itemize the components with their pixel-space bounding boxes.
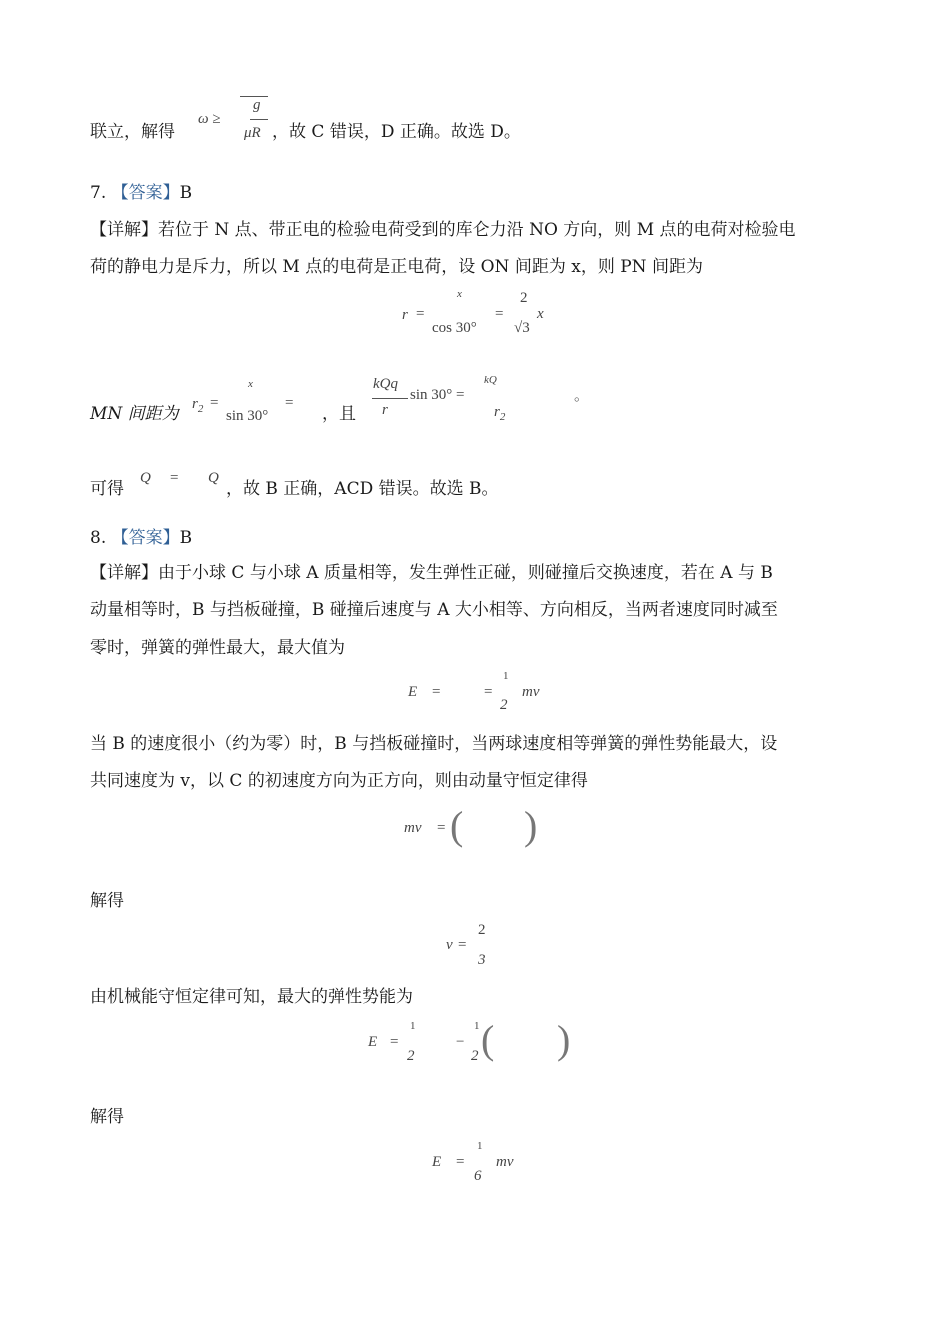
- q6-sqrt-den: μR: [244, 125, 261, 141]
- q7-eq3-num2: kQ: [484, 374, 497, 386]
- q7-eq2-lhs: [192, 396, 203, 415]
- q6-frac-bar: [250, 119, 268, 120]
- q8-ep2-num2: 1: [474, 1020, 480, 1032]
- q8-p2-line2: 共同速度为 v，以 C 的初速度方向为正方向，则由动量守恒定律得: [90, 771, 588, 791]
- q7-conclusion-suffix: ，故 B 正确，ACD 错误。故选 B。: [226, 479, 499, 499]
- q8-ep1-rhs: mv: [522, 684, 540, 700]
- q8-v-lhs: v: [446, 937, 453, 953]
- q8-ep1-eq: =: [432, 684, 441, 700]
- q7-eq3-end: 。: [574, 388, 590, 404]
- q8-p1-line1: 由于小球 C 与小球 A 质量相等，发生弹性正碰，则碰撞后交换速度，若在 A 与 B: [158, 563, 773, 583]
- q8-ep3-rhs: mv: [496, 1154, 514, 1170]
- q7-mn-label: MN 间距为: [90, 404, 179, 424]
- q8-solve2: 解得: [90, 1107, 124, 1127]
- q7-eq1-frac1-den: cos 30°: [432, 320, 477, 336]
- q8-ep3-den: 6: [474, 1168, 482, 1184]
- q6-sqrt-bar: [240, 96, 268, 97]
- q7-answer-tag: 【答案】: [111, 183, 180, 203]
- q8-ep3-eq: =: [456, 1154, 465, 1170]
- q7-eq3-den2: [494, 404, 505, 423]
- q8-ep3-num: 1: [477, 1140, 483, 1152]
- q7-header: [90, 183, 192, 203]
- q8-ep1-lhs: E: [408, 684, 418, 700]
- q8-ep2-num1: 1: [410, 1020, 416, 1032]
- q7-eq3-mid: sin 30° =: [410, 387, 465, 403]
- q7-eq2-r: r: [192, 396, 198, 412]
- q6-omega-lhs: ω ≥: [198, 111, 221, 127]
- q8-answer-tag: 【答案】: [111, 528, 180, 548]
- q7-eq3-den: r: [382, 402, 388, 418]
- q8-ep2-lparen: (: [481, 1017, 495, 1062]
- q7-eq3-bar: [372, 398, 408, 399]
- q7-answer: B: [179, 183, 193, 203]
- q8-ep2-den1: 2: [407, 1048, 415, 1064]
- q8-p2-line1: 当 B 的速度很小（约为零）时，B 与挡板碰撞时，当两球速度相等弹簧的弹性势能最大，设: [90, 734, 778, 754]
- q8-ep1-num: 1: [503, 670, 509, 682]
- q7-eq2-sub: 2: [197, 403, 204, 415]
- q8-mom-rparen: ): [524, 803, 538, 848]
- q7-p1-line1: 若位于 N 点、带正电的检验电荷受到的库仑力沿 NO 方向，则 M 点的电荷对检验电: [158, 220, 796, 240]
- q7-detail-line1: [90, 220, 796, 240]
- q8-mom-eq: =: [437, 820, 446, 836]
- q8-ep2-lhs: E: [368, 1034, 378, 1050]
- q8-v-eq: =: [458, 937, 467, 953]
- q8-detail-line3: 零时，弹簧的弹性最大，最大值为: [90, 638, 345, 658]
- q7-detail-line2: 荷的静电力是斥力，所以 M 点的电荷是正电荷，设 ON 间距为 x，则 PN 间距为: [90, 257, 703, 277]
- q8-ep3-lhs: E: [432, 1154, 442, 1170]
- q7-number: 7.: [90, 183, 107, 203]
- q7-eq2-den: sin 30°: [226, 408, 269, 424]
- q7-eq2-eq: =: [210, 395, 219, 411]
- q7-eq3-num: kQq: [373, 376, 398, 392]
- q8-ep2-eq: =: [390, 1034, 399, 1050]
- q8-number: 8.: [90, 528, 107, 548]
- q6-conclusion: [90, 122, 175, 142]
- q7-eq4-eq: =: [170, 470, 179, 486]
- q7-eq1-frac2-den: √3: [514, 320, 530, 336]
- q7-eq1-frac1-num: x: [457, 288, 462, 300]
- q7-eq4-lhs: Q: [140, 470, 151, 486]
- q8-energy-text: 由机械能守恒定律可知，最大的弹性势能为: [90, 987, 413, 1007]
- q8-ep2-minus: −: [456, 1034, 465, 1050]
- q8-v-num: 2: [478, 922, 486, 938]
- q8-ep2-rparen: ): [557, 1017, 571, 1062]
- q6-suffix: ，故 C 错误，D 正确。故选 D。: [272, 122, 521, 142]
- q6-prefix: 联立，解得: [90, 122, 175, 142]
- q8-v-den: 3: [478, 952, 486, 968]
- q7-conclusion-prefix: 可得: [90, 479, 124, 499]
- q8-header: [90, 528, 192, 548]
- q8-solve1: 解得: [90, 891, 124, 911]
- q7-eq1-eq2: =: [495, 306, 504, 322]
- q7-eq2-num: x: [248, 378, 253, 390]
- q8-ep1-den: 2: [500, 697, 508, 713]
- q8-detail-tag: 【详解】: [90, 563, 158, 583]
- q7-eq1-lhs: r: [402, 307, 408, 323]
- q8-ep1-eq2: =: [484, 684, 493, 700]
- q7-eq1-var: x: [537, 306, 544, 322]
- q8-answer: B: [179, 528, 193, 548]
- q8-detail-line1: [90, 563, 773, 583]
- q8-mom-lparen: (: [450, 803, 464, 848]
- q7-eq2-eq2: =: [285, 395, 294, 411]
- q7-and: ，且: [322, 404, 356, 424]
- q7-eq4-rhs: Q: [208, 470, 219, 486]
- q7-eq3-sub2: 2: [499, 411, 506, 423]
- q7-eq1-frac2-num: 2: [520, 290, 528, 306]
- q7-eq3-den2-r: r: [494, 404, 500, 420]
- q8-ep2-den2: 2: [471, 1048, 479, 1064]
- q6-sqrt-num: g: [253, 97, 261, 113]
- q7-detail-tag: 【详解】: [90, 220, 158, 240]
- q7-eq1-eq: =: [416, 306, 425, 322]
- q8-detail-line2: 动量相等时，B 与挡板碰撞，B 碰撞后速度与 A 大小相等、方向相反，当两者速度同时减至: [90, 600, 778, 620]
- q8-mom-lhs: mv: [404, 820, 422, 836]
